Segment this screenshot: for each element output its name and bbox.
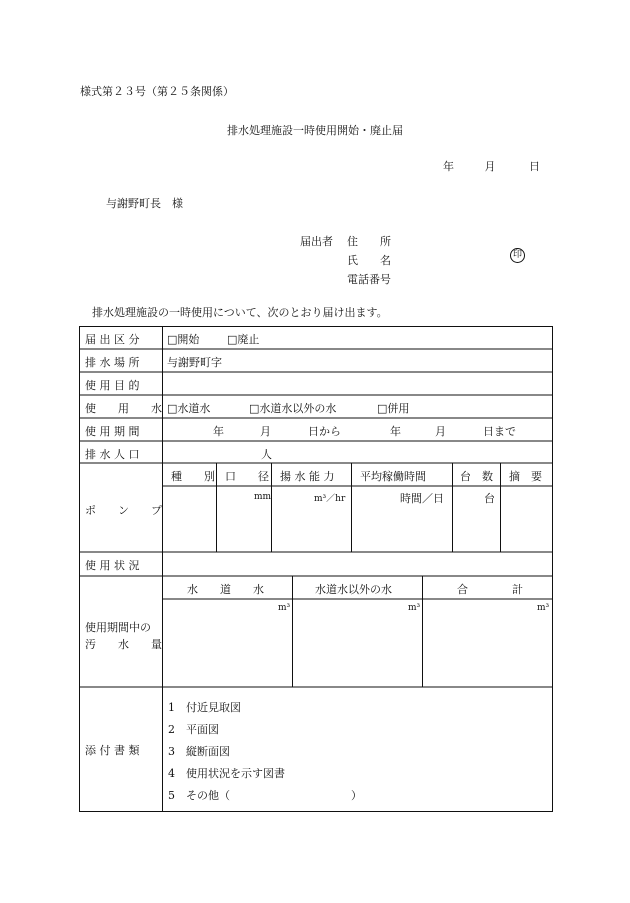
tenpu-label: 添 付 書 類 <box>85 744 140 757</box>
pump-header-notes: 摘 要 <box>509 470 542 483</box>
kikan-month-2: 月 <box>435 425 446 438</box>
osui-label-1: 使用期間中の <box>85 621 151 634</box>
address-label: 住 所 <box>347 235 391 248</box>
seal-icon: 印 <box>510 248 525 263</box>
osui-unit-tap: m³ <box>278 603 291 613</box>
date-year: 年 <box>443 160 454 173</box>
name-label: 氏 名 <box>347 254 391 267</box>
pump-header-hours: 平均稼働時間 <box>360 470 426 483</box>
basho-label: 排 水 場 所 <box>85 356 140 369</box>
notifier-block <box>300 232 513 289</box>
date-day: 日 <box>529 160 540 173</box>
mokuteki-label: 使 用 目 的 <box>85 379 140 392</box>
page-title: 排水処理施設一時使用開始・廃止届 <box>227 124 403 137</box>
pump-label: ポ ン プ <box>85 504 162 517</box>
osui-header-tap: 水 道 水 <box>187 583 264 596</box>
table-grid-lines <box>79 326 553 812</box>
form-table <box>79 326 553 812</box>
tenpu-item-4: 4 使用状況を示す図書 <box>168 767 285 780</box>
pump-unit-count: 台 <box>484 492 495 505</box>
water-tap-checkbox[interactable]: □水道水 <box>167 402 211 415</box>
notifier-label: 届出者 <box>300 235 333 248</box>
osui-header-other: 水道水以外の水 <box>315 583 392 596</box>
kikan-year-2: 年 <box>390 425 401 438</box>
tenpu-item-3: 3 縦断面図 <box>168 745 230 758</box>
osui-header-total: 合 計 <box>457 583 523 596</box>
pump-header-capacity: 揚 水 能 力 <box>280 470 335 483</box>
addressee: 与謝野町長 様 <box>106 197 183 210</box>
pump-header-type: 種 別 <box>171 470 215 483</box>
pump-unit-m3hr: m³／hr <box>314 494 346 504</box>
pump-header-count: 台 数 <box>460 470 493 483</box>
osui-unit-total: m³ <box>537 603 550 613</box>
date-line <box>443 158 540 174</box>
kikan-day-1: 日から <box>308 425 341 438</box>
kikan-day-2: 日まで <box>483 425 516 438</box>
phone-label: 電話番号 <box>347 273 391 286</box>
kubun-start-checkbox[interactable]: □開始 <box>167 333 200 346</box>
shiyousui-label: 使 用 水 <box>85 402 162 415</box>
intro-text: 排水処理施設の一時使用について、次のとおり届け出ます。 <box>92 306 388 319</box>
tenpu-item-2: 2 平面図 <box>168 723 219 736</box>
water-other-checkbox[interactable]: □水道水以外の水 <box>249 402 337 415</box>
tenpu-item-1: 1 付近見取図 <box>168 701 241 714</box>
water-both-checkbox[interactable]: □併用 <box>377 402 410 415</box>
form-number: 様式第２３号（第２５条関係） <box>80 85 234 98</box>
joukyou-label: 使 用 状 況 <box>85 559 140 572</box>
kikan-year-1: 年 <box>213 425 224 438</box>
pump-unit-mm: mm <box>254 492 272 502</box>
kubun-end-checkbox[interactable]: □廃止 <box>227 333 260 346</box>
kubun-label: 届 出 区 分 <box>85 333 140 346</box>
jinkou-label: 排 水 人 口 <box>85 448 140 461</box>
date-month: 月 <box>484 160 496 173</box>
osui-label-2: 汚 水 量 <box>85 638 162 651</box>
kikan-label: 使 用 期 間 <box>85 425 140 438</box>
pump-header-diameter: 口 径 <box>225 470 269 483</box>
kikan-month-1: 月 <box>260 425 271 438</box>
pump-unit-hours: 時間／日 <box>400 492 444 505</box>
osui-unit-other: m³ <box>408 603 421 613</box>
tenpu-item-5: 5 その他（ ） <box>168 789 362 802</box>
jinkou-unit: 人 <box>261 448 272 461</box>
basho-value[interactable]: 与謝野町字 <box>167 356 222 369</box>
